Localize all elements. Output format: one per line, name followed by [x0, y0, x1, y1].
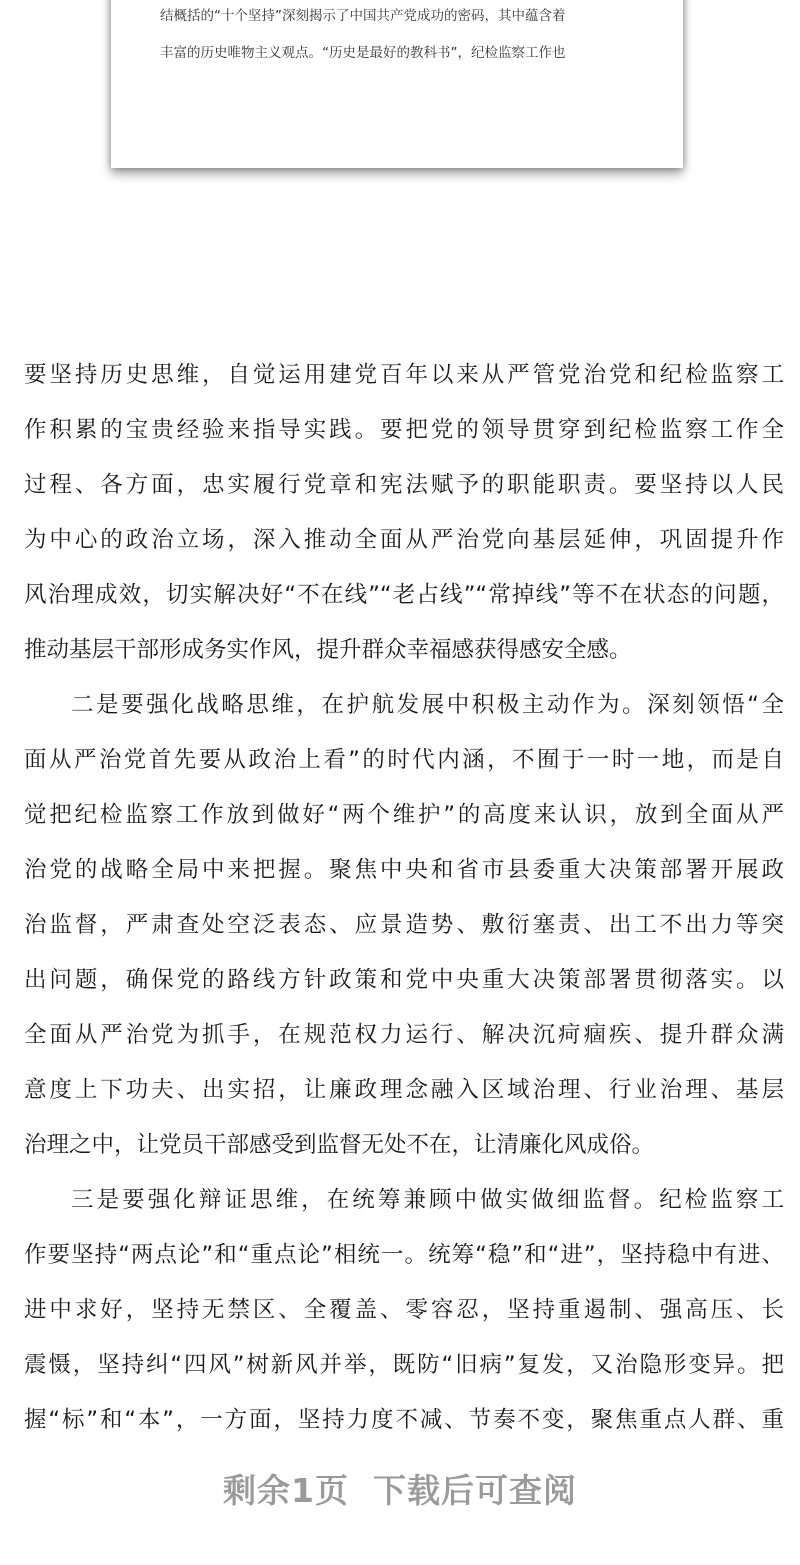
document-text-line: 出问题，确保党的路线方针政策和党中央重大决策部署贯彻落实。以 — [24, 967, 784, 993]
document-text-line: 推动基层干部形成务实作风，提升群众幸福感获得感安全感。 — [24, 637, 632, 663]
document-text-line: 进中求好，坚持无禁区、全覆盖、零容忍，坚持重遏制、强高压、长 — [24, 1297, 784, 1323]
document-text-line: 三是要强化辩证思维，在统筹兼顾中做实做细监督。纪检监察工 — [71, 1187, 784, 1213]
document-text-line: 治理之中，让党员干部感受到监督无处不在，让清廉化风成俗。 — [24, 1132, 655, 1158]
preview-page-card — [111, 0, 683, 168]
document-text-line: 作要坚持“两点论”和“重点论”相统一。统筹“稳”和“进”，坚持稳中有进、 — [24, 1242, 784, 1268]
document-text-line: 意度上下功夫、出实招，让廉政理念融入区域治理、行业治理、基层 — [24, 1077, 784, 1103]
document-text-line: 全面从严治党为抓手，在规范权力运行、解决沉疴痼疾、提升群众满 — [24, 1022, 784, 1048]
document-text-line: 二是要强化战略思维，在护航发展中积极主动作为。深刻领悟“全 — [71, 692, 784, 718]
preview-text-line: 结概括的“十个坚持”深刻揭示了中国共产党成功的密码，其中蕴含着 — [160, 8, 566, 24]
document-text-line: 觉把纪检监察工作放到做好“两个维护”的高度来认识，放到全面从严 — [24, 802, 784, 828]
preview-text-line: 丰富的历史唯物主义观点。“历史是最好的教科书”，纪检监察工作也 — [160, 45, 566, 61]
document-text-line: 要坚持历史思维，自觉运用建党百年以来从严管党治党和纪检监察工 — [24, 362, 784, 388]
document-text-line: 作积累的宝贵经验来指导实践。要把党的领导贯穿到纪检监察工作全 — [24, 417, 784, 443]
document-text-line: 面从严治党首先要从政治上看”的时代内涵，不囿于一时一地，而是自 — [24, 747, 784, 773]
document-text-line: 治党的战略全局中来把握。聚焦中央和省市县委重大决策部署开展政 — [24, 857, 784, 883]
document-text-line: 握“标”和“本”，一方面，坚持力度不减、节奏不变，聚焦重点人群、重 — [24, 1407, 784, 1433]
document-body — [24, 348, 784, 1448]
remaining-pages-label: 剩余1页 — [223, 1471, 349, 1510]
document-text-line: 过程、各方面，忠实履行党章和宪法赋予的职能职责。要坚持以人民 — [24, 472, 784, 498]
document-text-line: 风治理成效，切实解决好“不在线”“老占线”“常掉线”等不在状态的问题， — [24, 582, 784, 608]
remaining-pages-notice[interactable] — [0, 1465, 800, 1512]
document-text-line: 治监督，严肃查处空泛表态、应景造势、敷衍塞责、出工不出力等突 — [24, 912, 784, 938]
download-to-view-label: 下载后可查阅 — [372, 1471, 577, 1510]
document-text-line: 震慑，坚持纠“四风”树新风并举，既防“旧病”复发，又治隐形变异。把 — [24, 1352, 784, 1378]
document-text-line: 为中心的政治立场，深入推动全面从严治党向基层延伸，巩固提升作 — [24, 527, 784, 553]
